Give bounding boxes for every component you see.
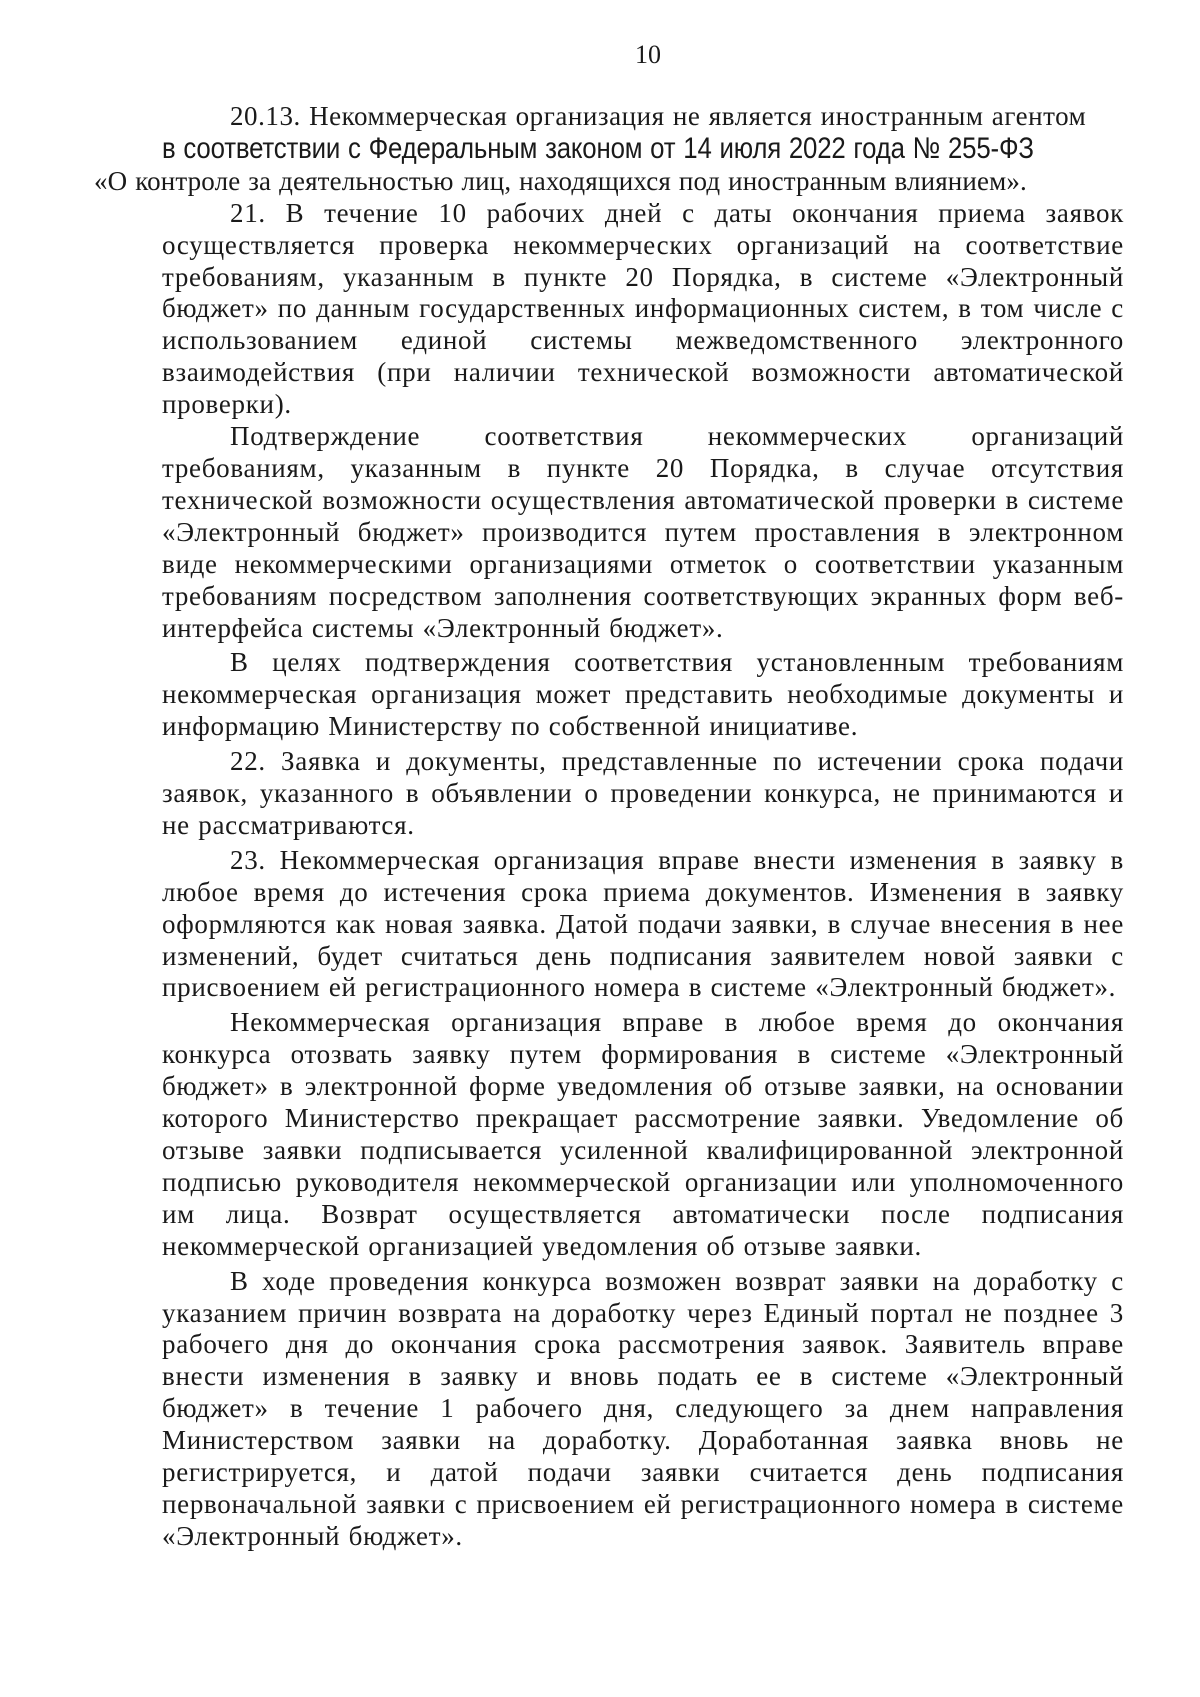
- paragraph-21: 21. В течение 10 рабочих дней с даты окончания приема заявок осуществляется проверка некоммерческих организаций на соответствие требованиям, указанным в пункте 20 Порядка, в системе «Электронный бюджет» по данным государственных информационных систем, в том числе с использованием единой системы межведомственного электронного взаимодействия (при наличии технической возможности автоматической проверки).: [162, 197, 1124, 420]
- page-number: 10: [635, 40, 661, 69]
- paragraph-21-confirmation: Подтверждение соответствия некоммерческих организаций требованиям, указанным в пункте 20 Порядка, в случае отсутствия технической возможности осуществления автоматической проверки в системе «Электронный бюджет» производится путем проставления в электронном виде некоммерческими организациями отметок о соответствии указанным требованиям посредством заполнения соответствующих экранных форм веб-интерфейса системы «Электронный бюджет».: [162, 421, 1124, 643]
- paragraph-23: 23. Некоммерческая организация вправе внести изменения в заявку в любое время до истечения срока приема документов. Изменения в заявку оформляются как новая заявка. Датой подачи заявки, в случае внесения в нее изменений, будет считаться день подписания заявителем новой заявки с присвоением ей регистрационного номера в системе «Электронный бюджет».: [162, 844, 1124, 1003]
- paragraph-22: 22. Заявка и документы, представленные по истечении срока подачи заявок, указанного в объявлении о проведении конкурса, не принимаются и не рассматриваются.: [162, 746, 1124, 840]
- paragraph-23-return: В ходе проведения конкурса возможен возврат заявки на доработку с указанием причин возврата на доработку через Единый портал не позднее 3 рабочего дня до окончания срока рассмотрения заявок. Заявитель вправе внести изменения в заявку и вновь подать ее в системе «Электронный бюджет» в течение 1 рабочего дня, следующего за днем направления Министерством заявки на доработку. Доработанная заявка вновь не регистрируется, и датой подачи заявки считается день подписания первоначальной заявки с присвоением ей регистрационного номера в системе «Электронный бюджет».: [162, 1265, 1124, 1551]
- paragraph-23-withdrawal: Некоммерческая организация вправе в любое время до окончания конкурса отозвать заявку путем формирования в системе «Электронный бюджет» в электронной форме уведомления об отзыве заявки, на основании которого Министерство прекращает рассмотрение заявки. Уведомление об отзыве заявки подписывается усиленной квалифицированной электронной подписью руководителя некоммерческой организации или уполномоченного им лица. Возврат осуществляется автоматически после подписания некоммерческой организацией уведомления об отзыве заявки.: [162, 1007, 1124, 1261]
- paragraph-20-13-line-2: в соответствии с Федеральным законом от 14 июля 2022 года № 255-ФЗ: [162, 131, 1034, 165]
- paragraph-20-13-line-3: «О контроле за деятельностью лиц, находящихся под иностранным влиянием».: [94, 165, 1027, 196]
- paragraph-20-13-line-1: 20.13. Некоммерческая организация не является иностранным агентом: [230, 101, 1087, 131]
- document-body: [94, 101, 1124, 1553]
- paragraph-21-documents: В целях подтверждения соответствия установленным требованиям некоммерческая организация может представить необходимые документы и информацию Министерству по собственной инициативе.: [162, 647, 1124, 742]
- paragraph-20-13: [94, 101, 1124, 198]
